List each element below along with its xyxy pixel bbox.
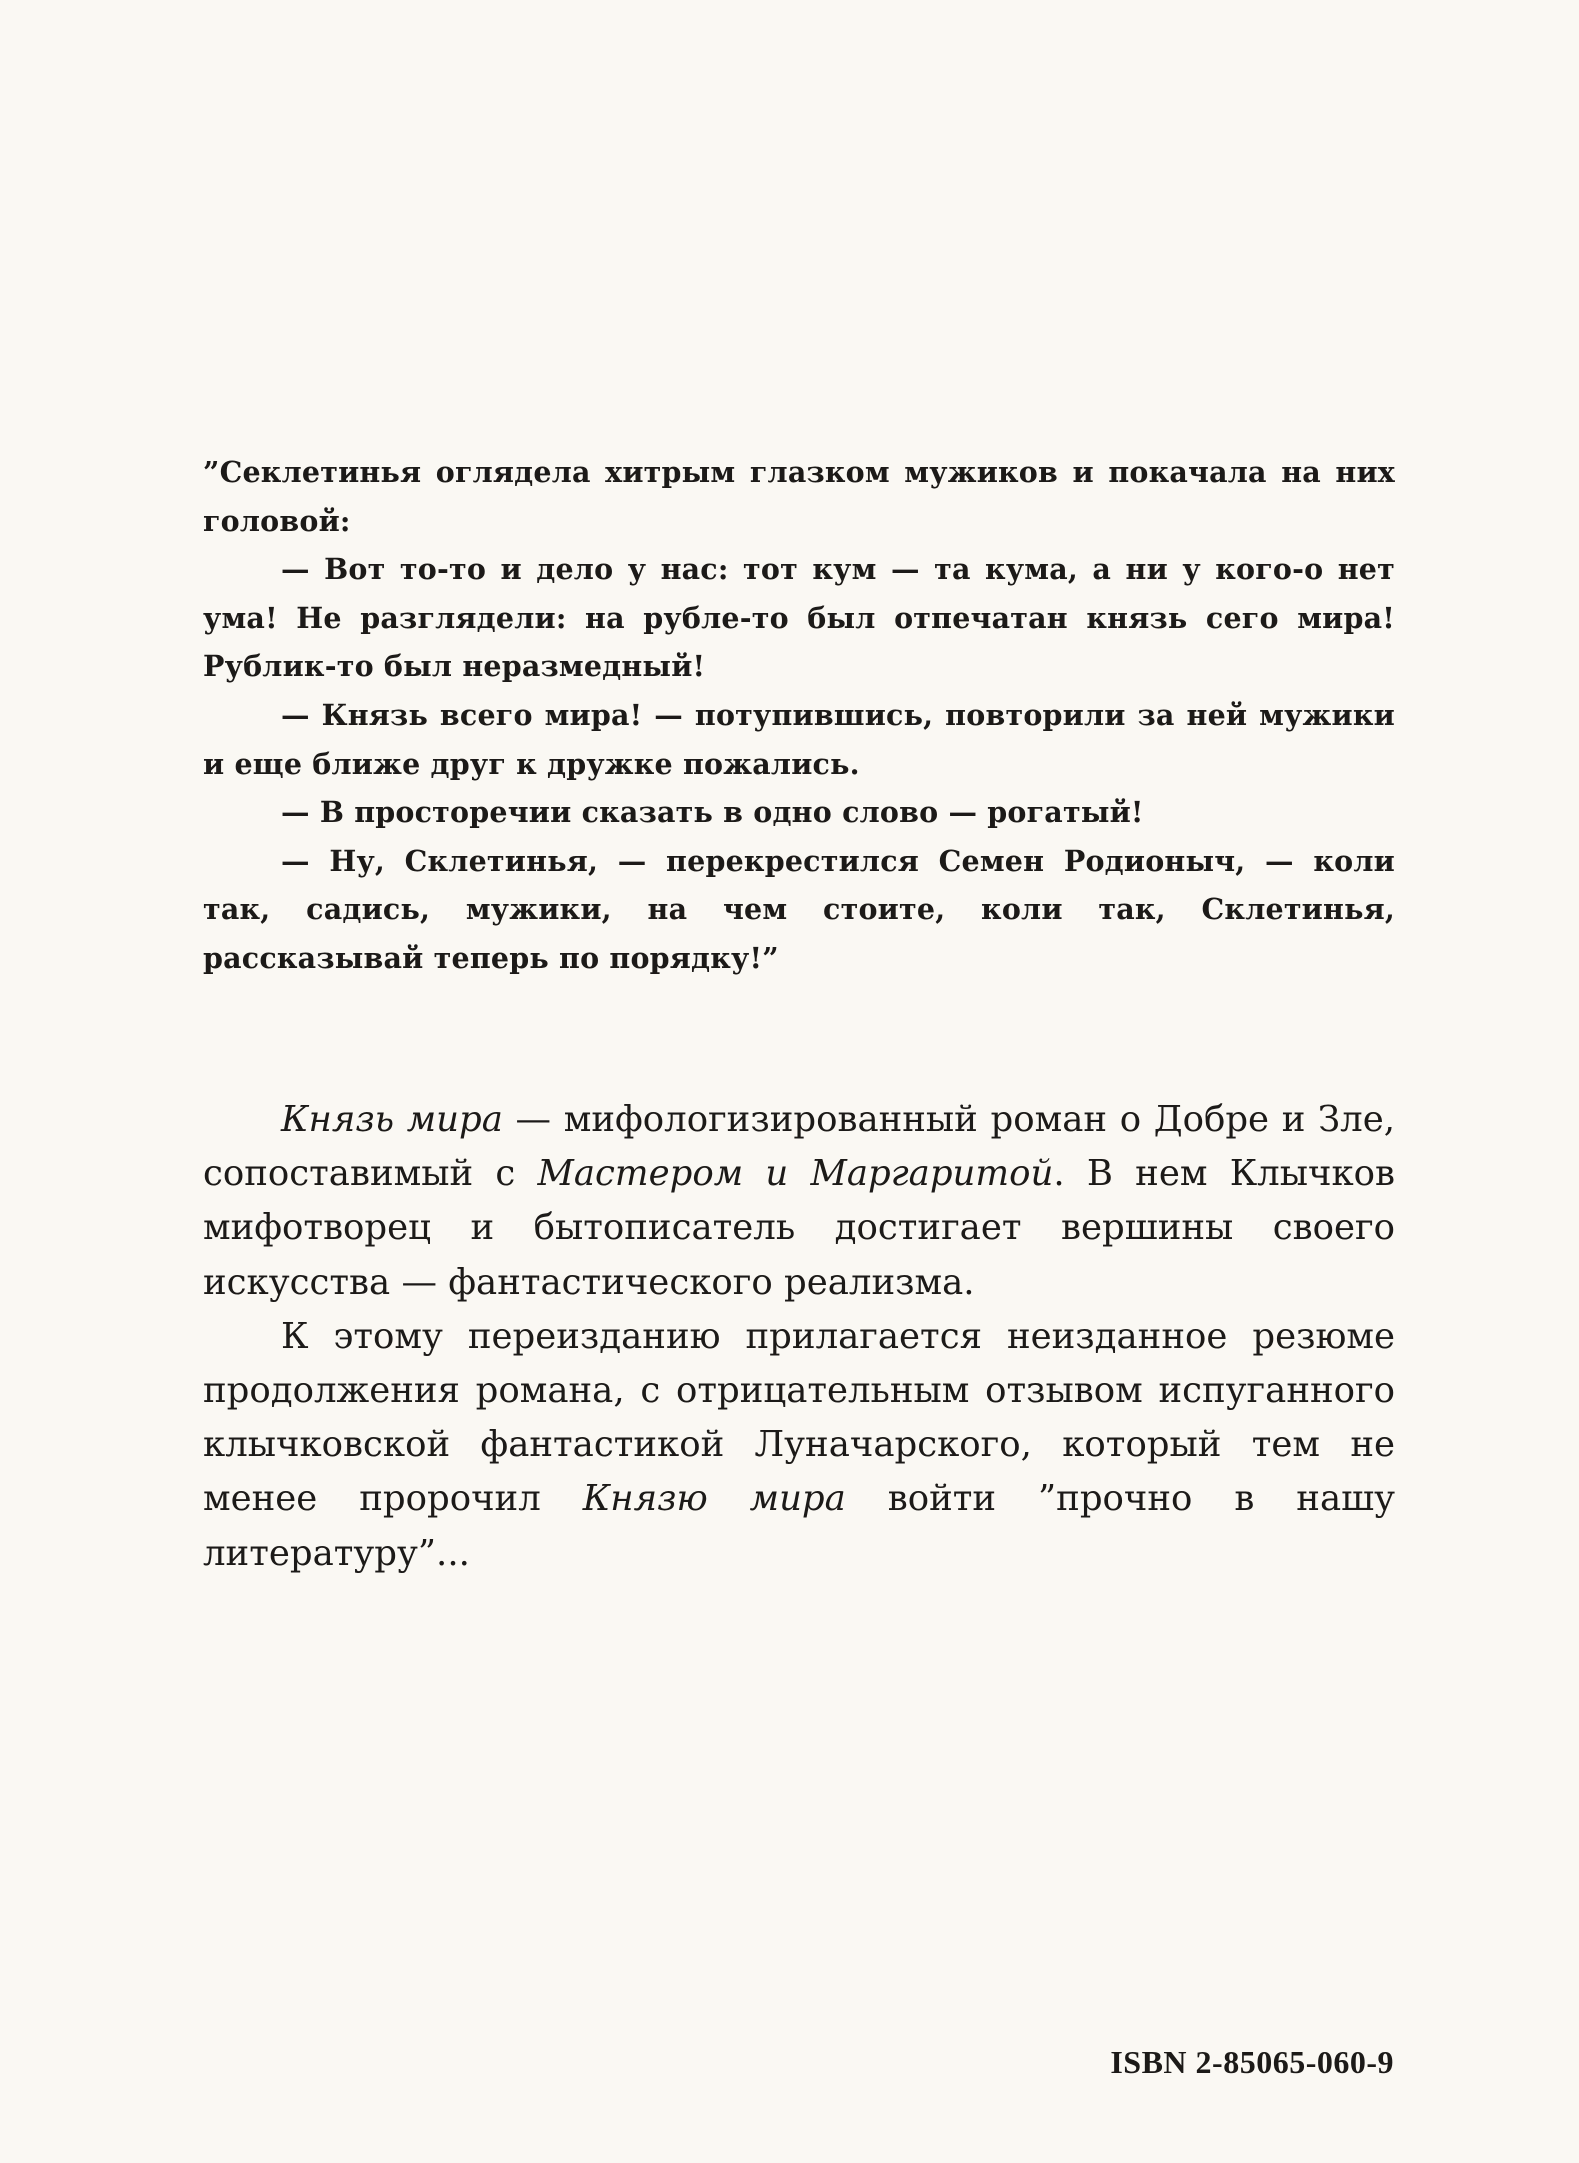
referenced-novel-italic: Мастером и Маргаритой (537, 1153, 1054, 1195)
excerpt-paragraph-5: — Ну, Склетинья, — перекрестился Семен Родионыч, — коли так, садись, мужики, на чем стоите, коли так, Склетинья, рассказывай теперь по порядку!” (203, 843, 1395, 975)
book-title-italic: Князь мира (281, 1099, 503, 1140)
novel-excerpt (203, 448, 1395, 983)
description-paragraph-2 (203, 1310, 1395, 1581)
isbn-number: ISBN 2-85065-060-9 (1110, 2044, 1394, 2080)
description-paragraph-1 (203, 1093, 1395, 1310)
excerpt-paragraph-3: — Князь всего мира! — потупившись, повторили за ней мужики и еще ближе друг к дружке пожались. (203, 697, 1395, 781)
excerpt-paragraph-4: — В просторечии сказать в одно слово — рогатый! (281, 795, 1144, 830)
description-text: войти ”прочно в нашу литературу”... (203, 1478, 1395, 1574)
book-title-italic: Князю мира (582, 1478, 846, 1520)
excerpt-paragraph-2: — Вот то-то и дело у нас: тот кум — та кума, а ни у кого-о нет ума! Не разглядели: на рубле-то был отпечатан князь сего мира! Рублик-то был неразмедный! (203, 552, 1395, 684)
book-description (203, 1093, 1395, 1581)
description-text: . В нем Клычков мифотворец и бытописатель достигает вершины своего искусства — фантастического реализма. (203, 1153, 1395, 1303)
description-text: К этому переизданию прилагается неизданное резюме продолжения романа, с отрицательным отзывом испуганного клычковской фантастикой Луначарского, который тем не менее пророчил (203, 1315, 1395, 1520)
excerpt-paragraph-1: ”Секлетинья оглядела хитрым глазком мужиков и покачала на них головой: (203, 455, 1395, 538)
description-text: — мифологизированный роман о Добре и Зле, сопоставимый с (203, 1099, 1395, 1195)
